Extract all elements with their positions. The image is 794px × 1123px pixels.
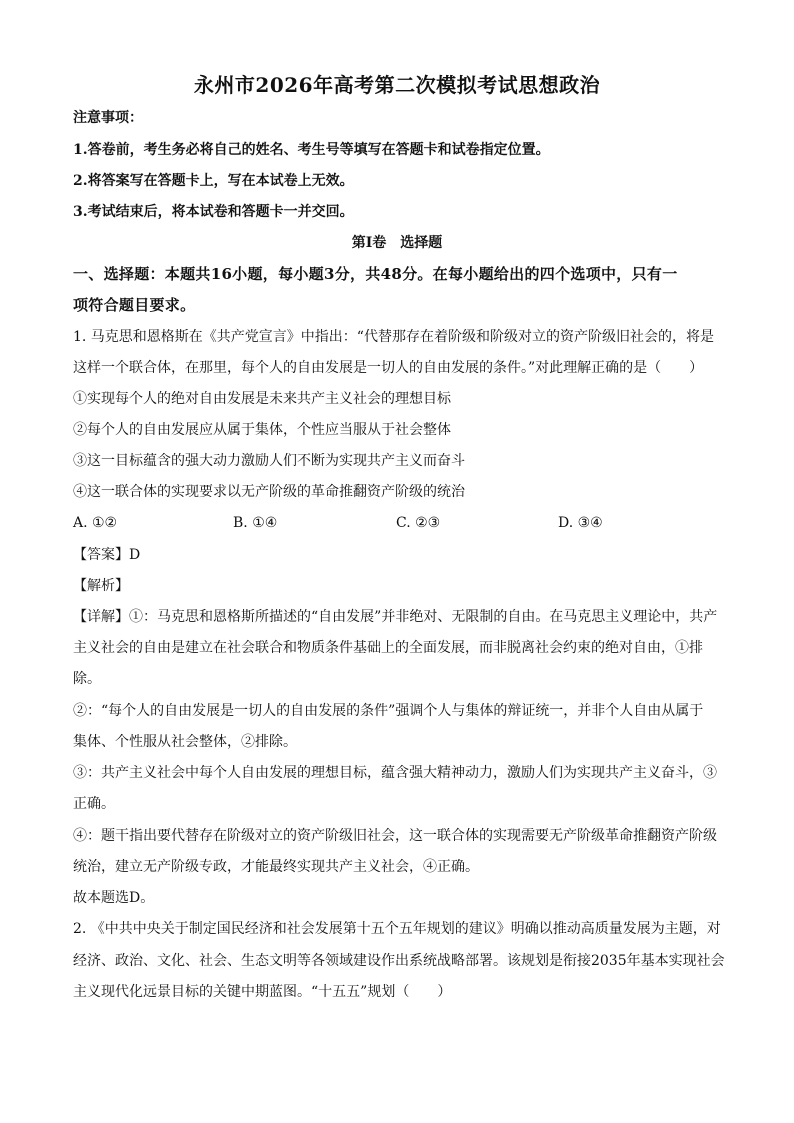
q1-explanation-line: 除。 <box>73 671 101 687</box>
q1-analysis-heading: 【解析】 <box>73 578 129 594</box>
q1-explanation-line: 正确。 <box>73 796 115 812</box>
q1-explanation-line: 集体、个性服从社会整体，②排除。 <box>73 734 297 750</box>
q1-statement-1: ①实现每个人的绝对自由发展是未来共产主义社会的理想目标 <box>73 391 451 407</box>
exam-title: 永州市2026年高考第二次模拟考试思想政治 <box>193 73 601 97</box>
q1-explanation-line: ④：题干指出要代替存在阶级对立的资产阶级旧社会，这一联合体的实现需要无产阶级革命推翻资产阶级 <box>73 828 717 844</box>
q2-stem-line1: 2. 《中共中央关于制定国民经济和社会发展第十五个五年规划的建议》明确以推动高质量发展为主题，对 <box>73 921 721 937</box>
q1-statement-3: ③这一目标蕴含的强大动力激励人们不断为实现共产主义而奋斗 <box>73 453 465 469</box>
q1-option-c: C. ②③ <box>396 515 441 531</box>
section-heading-line2: 项符合题目要求。 <box>73 296 196 314</box>
notice-item-2: 2.将答案写在答题卡上，写在本试卷上无效。 <box>73 173 354 189</box>
q1-explanation-line: ②：“每个人的自由发展是一切人的自由发展的条件”强调个人与集体的辩证统一，并非个人自由从属于 <box>73 703 704 719</box>
q1-statement-4: ④这一联合体的实现要求以无产阶级的革命推翻资产阶级的统治 <box>73 484 465 500</box>
q1-explanation-line: 【详解】①：马克思和恩格斯所描述的“自由发展”并非绝对、无限制的自由。在马克思主义理论中，共产 <box>73 609 718 625</box>
q1-conclusion: 故本题选D。 <box>73 890 155 906</box>
q2-stem-line2: 经济、政治、文化、社会、生态文明等各领域建设作出系统战略部署。该规划是衔接2035年基本实现社会 <box>73 953 725 969</box>
q1-option-b: B. ①④ <box>233 515 278 531</box>
q1-explanation-line: ③：共产主义社会中每个人自由发展的理想目标，蕴含强大精神动力，激励人们为实现共产主义奋斗，③ <box>73 765 717 781</box>
q1-answer: 【答案】D <box>73 547 141 563</box>
notice-item-3: 3.考试结束后，将本试卷和答题卡一并交回。 <box>73 204 354 220</box>
q1-explanation-line: 主义社会的自由是建立在社会联合和物质条件基础上的全面发展，而非脱离社会约束的绝对自由，①排 <box>73 640 703 656</box>
q1-option-a: A. ①② <box>73 515 118 531</box>
section-heading-line1: 一、选择题：本题共16小题，每小题3分，共48分。在每小题给出的四个选项中，只有一 <box>73 265 678 283</box>
q1-stem-line1: 1. 马克思和恩格斯在《共产党宣言》中指出：“代替那存在着阶级和阶级对立的资产阶级旧社会的，将是 <box>73 329 714 345</box>
q1-stem-line2: 这样一个联合体，在那里，每个人的自由发展是一切人的自由发展的条件。”对此理解正确的是（ ） <box>73 360 704 376</box>
q1-statement-2: ②每个人的自由发展应从属于集体，个性应当服从于社会整体 <box>73 422 451 438</box>
notice-heading: 注意事项： <box>73 110 143 126</box>
q1-explanation-line: 统治，建立无产阶级专政，才能最终实现共产主义社会，④正确。 <box>73 859 479 875</box>
q1-option-d: D. ③④ <box>558 515 603 531</box>
notice-item-1: 1.答卷前，考生务必将自己的姓名、考生号等填写在答题卡和试卷指定位置。 <box>73 142 550 158</box>
q2-stem-line3: 主义现代化远景目标的关键中期蓝图。“十五五”规划（ ） <box>73 984 452 1000</box>
part-title: 第Ⅰ卷 选择题 <box>351 235 443 251</box>
